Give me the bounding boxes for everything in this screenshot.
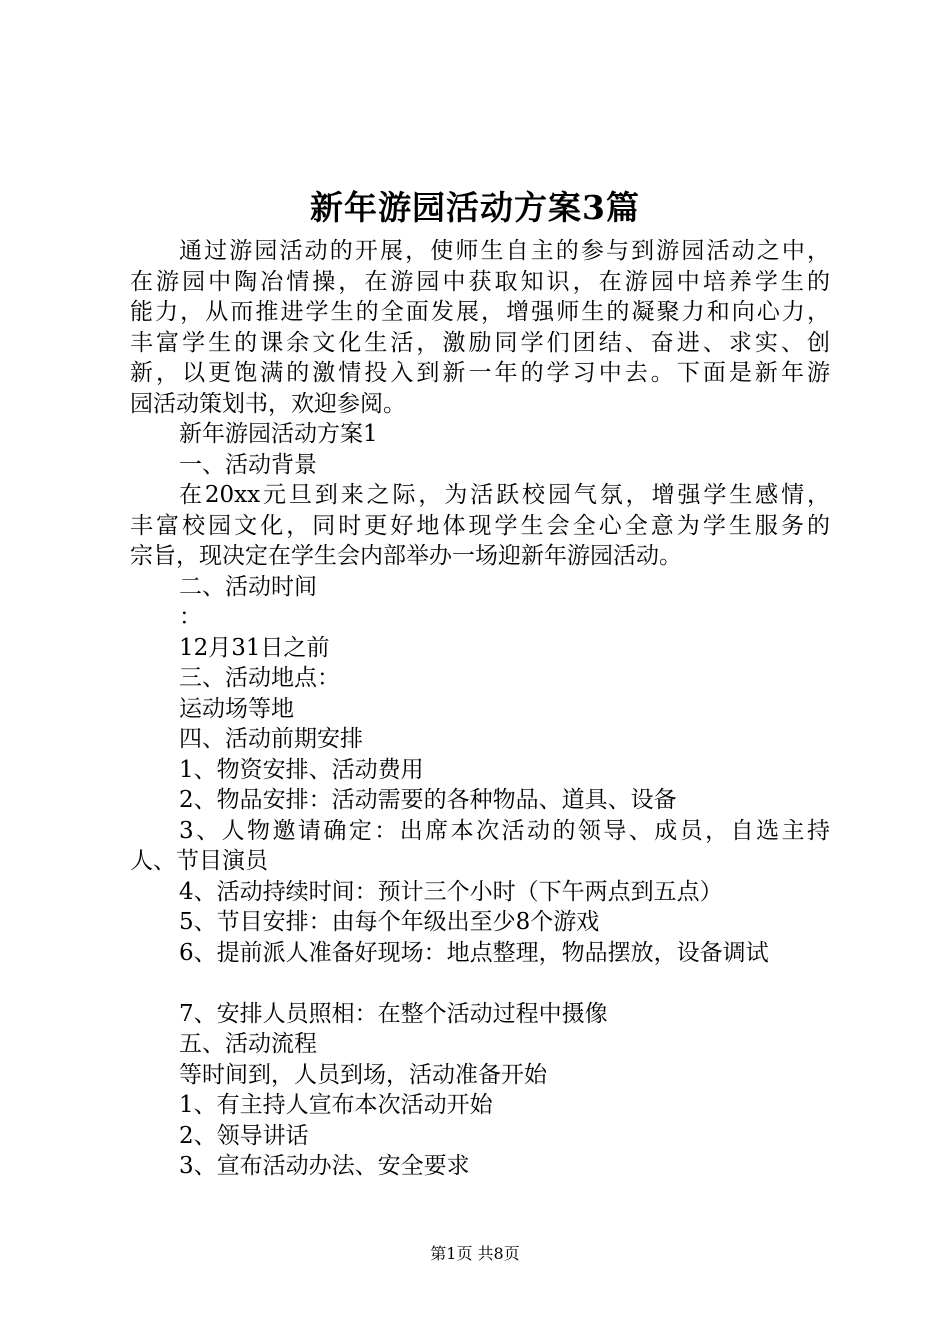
section-heading-background: 一、活动背景	[179, 451, 317, 478]
preparation-item: 7、安排人员照相：在整个活动过程中摄像	[179, 1000, 608, 1027]
document-title: 新年游园活动方案3篇	[310, 188, 640, 227]
background-paragraph	[130, 480, 830, 572]
process-line: 等时间到，人员到场，活动准备开始	[179, 1061, 547, 1088]
process-line: 1、有主持人宣布本次活动开始	[179, 1092, 493, 1118]
preparation-item: 4、活动持续时间：预计三个小时（下午两点到五点）	[179, 878, 723, 905]
preparation-item-line: 3、人物邀请确定：出席本次活动的领导、成员，自选主持	[179, 817, 830, 844]
preparation-item: 1、物资安排、活动费用	[179, 756, 424, 783]
location-value: 运动场等地	[179, 695, 294, 722]
intro-line: 在游园中陶冶情操，在游园中获取知识，在游园中培养学生的	[130, 268, 830, 295]
intro-line: 新，以更饱满的激情投入到新一年的学习中去。下面是新年游	[130, 360, 830, 386]
preparation-item-line: 人、节目演员	[130, 848, 268, 874]
intro-line: 丰富学生的课余文化生活，激励同学们团结、奋进、求实、创	[130, 329, 830, 356]
preparation-item: 5、节目安排：由每个年级出至少8个游戏	[179, 909, 600, 935]
intro-line: 能力，从而推进学生的全面发展，增强师生的凝聚力和向心力，	[130, 299, 830, 325]
intro-line: 通过游园活动的开展，使师生自主的参与到游园活动之中，	[179, 238, 830, 264]
section-heading-time: 二、活动时间	[179, 573, 317, 600]
process-line: 3、宣布活动办法、安全要求	[179, 1153, 470, 1179]
background-line: 宗旨，现决定在学生会内部举办一场迎新年游园活动。	[130, 543, 682, 569]
time-colon: ：	[179, 604, 202, 630]
background-line: 丰富校园文化，同时更好地体现学生会全心全意为学生服务的	[130, 512, 830, 539]
background-line: 在20xx元旦到来之际，为活跃校园气氛，增强学生感情，	[179, 482, 830, 508]
preparation-item: 2、物品安排：活动需要的各种物品、道具、设备	[179, 787, 677, 813]
intro-paragraph	[130, 236, 830, 419]
preparation-item-3	[130, 816, 830, 877]
document-body	[130, 236, 830, 1182]
section-heading-process: 五、活动流程	[179, 1031, 317, 1057]
section-heading-location: 三、活动地点：	[179, 665, 340, 691]
time-value: 12月31日之前	[179, 634, 330, 661]
process-line: 2、领导讲话	[179, 1122, 309, 1149]
plan1-heading: 新年游园活动方案1	[179, 421, 378, 447]
blank-line	[130, 968, 830, 999]
section-heading-preparation: 四、活动前期安排	[179, 726, 363, 752]
preparation-item: 6、提前派人准备好现场：地点整理，物品摆放，设备调试	[179, 939, 769, 966]
page-footer	[0, 1243, 950, 1265]
page-number: 第1页 共8页	[430, 1244, 520, 1263]
intro-line: 园活动策划书，欢迎参阅。	[130, 390, 406, 417]
